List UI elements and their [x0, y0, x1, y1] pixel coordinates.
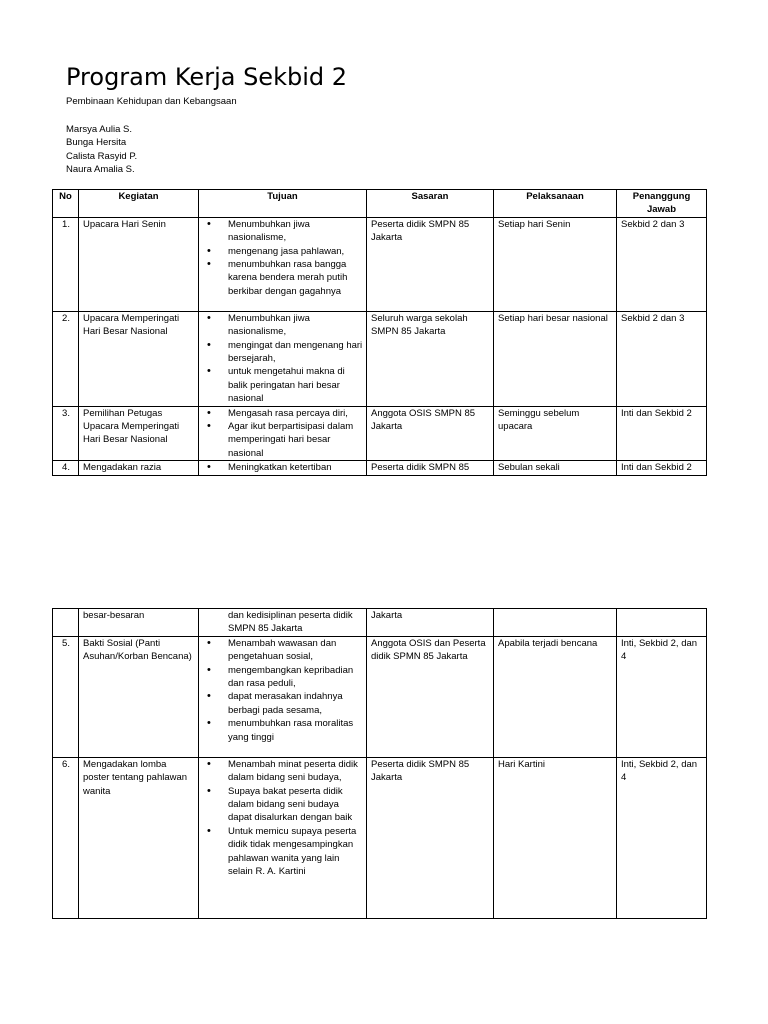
schedule-cell: Setiap hari Senin [494, 217, 617, 311]
responsible-cell: Inti dan Sekbid 2 [617, 461, 707, 475]
header-sasaran: Sasaran [367, 190, 494, 218]
responsible-cell: Inti, Sekbid 2, dan 4 [617, 757, 707, 918]
responsible-cell: Inti dan Sekbid 2 [617, 406, 707, 461]
row-number [53, 609, 79, 637]
activity-cell: Mengadakan lomba poster tentang pahlawan wanita [79, 757, 199, 918]
goal-item: • mengingat dan mengenang hari bersejarah, [216, 339, 363, 366]
table-row-continuation [53, 609, 707, 637]
schedule-cell: Seminggu sebelum upacara [494, 406, 617, 461]
row-number: 6. [53, 757, 79, 918]
goal-item: • mengenang jasa pahlawan, [216, 245, 363, 258]
goal-cell [199, 461, 367, 475]
table-row [53, 217, 707, 311]
activity-cell: Mengadakan razia [79, 461, 199, 475]
goal-cell [199, 757, 367, 918]
activity-cell: besar-besaran [79, 609, 199, 637]
activity-cell: Pemilihan Petugas Upacara Memperingati Hari Besar Nasional [79, 406, 199, 461]
member-name: Calista Rasyid P. [66, 150, 138, 162]
row-number: 2. [53, 311, 79, 406]
goal-item: • Supaya bakat peserta didik dalam bidang seni budaya dapat disalurkan dengan baik [216, 785, 363, 825]
header-penanggung-jawab: Penanggung Jawab [617, 190, 707, 218]
schedule-cell: Setiap hari besar nasional [494, 311, 617, 406]
goal-cell [199, 406, 367, 461]
header-tujuan: Tujuan [199, 190, 367, 218]
member-list [66, 123, 137, 177]
row-number: 4. [53, 461, 79, 475]
goal-item: • menumbuhkan rasa bangga karena bendera merah putih berkibar dengan gagahnya [216, 258, 363, 298]
table-row [53, 406, 707, 461]
goal-item: • Mengasah rasa percaya diri, [216, 407, 363, 420]
header-kegiatan: Kegiatan [79, 190, 199, 218]
target-cell: Peserta didik SMPN 85 [367, 461, 494, 475]
goal-item: • Menambah minat peserta didik dalam bidang seni budaya, [216, 758, 363, 785]
responsible-cell: Sekbid 2 dan 3 [617, 311, 707, 406]
goal-cell [199, 609, 367, 637]
goal-item: • mengembangkan kepribadian dan rasa peduli, [216, 664, 363, 691]
goal-item: • Menumbuhkan jiwa nasionalisme, [216, 312, 363, 339]
activity-cell: Upacara Hari Senin [79, 217, 199, 311]
header-no: No [53, 190, 79, 218]
member-name: Marsya Aulia S. [66, 124, 132, 135]
activity-cell: Upacara Memperingati Hari Besar Nasional [79, 311, 199, 406]
table-row [53, 311, 707, 406]
target-cell: Seluruh warga sekolah SMPN 85 Jakarta [367, 311, 494, 406]
table-row [53, 461, 707, 475]
goal-cell [199, 217, 367, 311]
goal-cell [199, 311, 367, 406]
table-row [53, 757, 707, 918]
goal-item: • menumbuhkan rasa moralitas yang tinggi [216, 717, 363, 744]
target-cell: Jakarta [367, 609, 494, 637]
goal-item: • Menambah wawasan dan pengetahuan sosial, [216, 637, 363, 664]
row-number: 5. [53, 636, 79, 757]
table-row [53, 636, 707, 757]
member-name: Naura Amalia S. [66, 164, 135, 176]
header-pelaksanaan: Pelaksanaan [494, 190, 617, 218]
row-number: 1. [53, 217, 79, 311]
target-cell: Peserta didik SMPN 85 Jakarta [367, 217, 494, 311]
row-number: 3. [53, 406, 79, 461]
schedule-cell: Apabila terjadi bencana [494, 636, 617, 757]
target-cell: Anggota OSIS SMPN 85 Jakarta [367, 406, 494, 461]
responsible-cell [617, 609, 707, 637]
goal-item: • untuk mengetahui makna di balik peringatan hari besar nasional [216, 365, 363, 405]
goal-item: • Meningkatkan ketertiban [216, 461, 363, 474]
goal-item: • Menumbuhkan jiwa nasionalisme, [216, 218, 363, 245]
target-cell: Peserta didik SMPN 85 Jakarta [367, 757, 494, 918]
responsible-cell: Sekbid 2 dan 3 [617, 217, 707, 311]
work-program-table-continued [52, 608, 707, 919]
goal-cell [199, 636, 367, 757]
goal-item: dan kedisiplinan peserta didik SMPN 85 Jakarta [228, 610, 353, 635]
document-title: Program Kerja Sekbid 2 [66, 63, 348, 91]
responsible-cell: Inti, Sekbid 2, dan 4 [617, 636, 707, 757]
target-cell: Anggota OSIS dan Peserta didik SPMN 85 Jakarta [367, 636, 494, 757]
table-header-row [53, 190, 707, 218]
schedule-cell: Hari Kartini [494, 757, 617, 918]
activity-cell: Bakti Sosial (Panti Asuhan/Korban Bencana) [79, 636, 199, 757]
goal-item: • dapat merasakan indahnya berbagi pada sesama, [216, 690, 363, 717]
schedule-cell: Sebulan sekali [494, 461, 617, 475]
document-subtitle: Pembinaan Kehidupan dan Kebangsaan [66, 96, 237, 107]
schedule-cell [494, 609, 617, 637]
goal-item: • Untuk memicu supaya peserta didik tidak mengesampingkan pahlawan wanita yang lain selain R. A. Kartini [216, 825, 363, 879]
goal-item: • Agar ikut berpartisipasi dalam memperingati hari besar nasional [216, 420, 363, 460]
work-program-table [52, 189, 707, 476]
member-name: Bunga Hersita [66, 137, 127, 149]
